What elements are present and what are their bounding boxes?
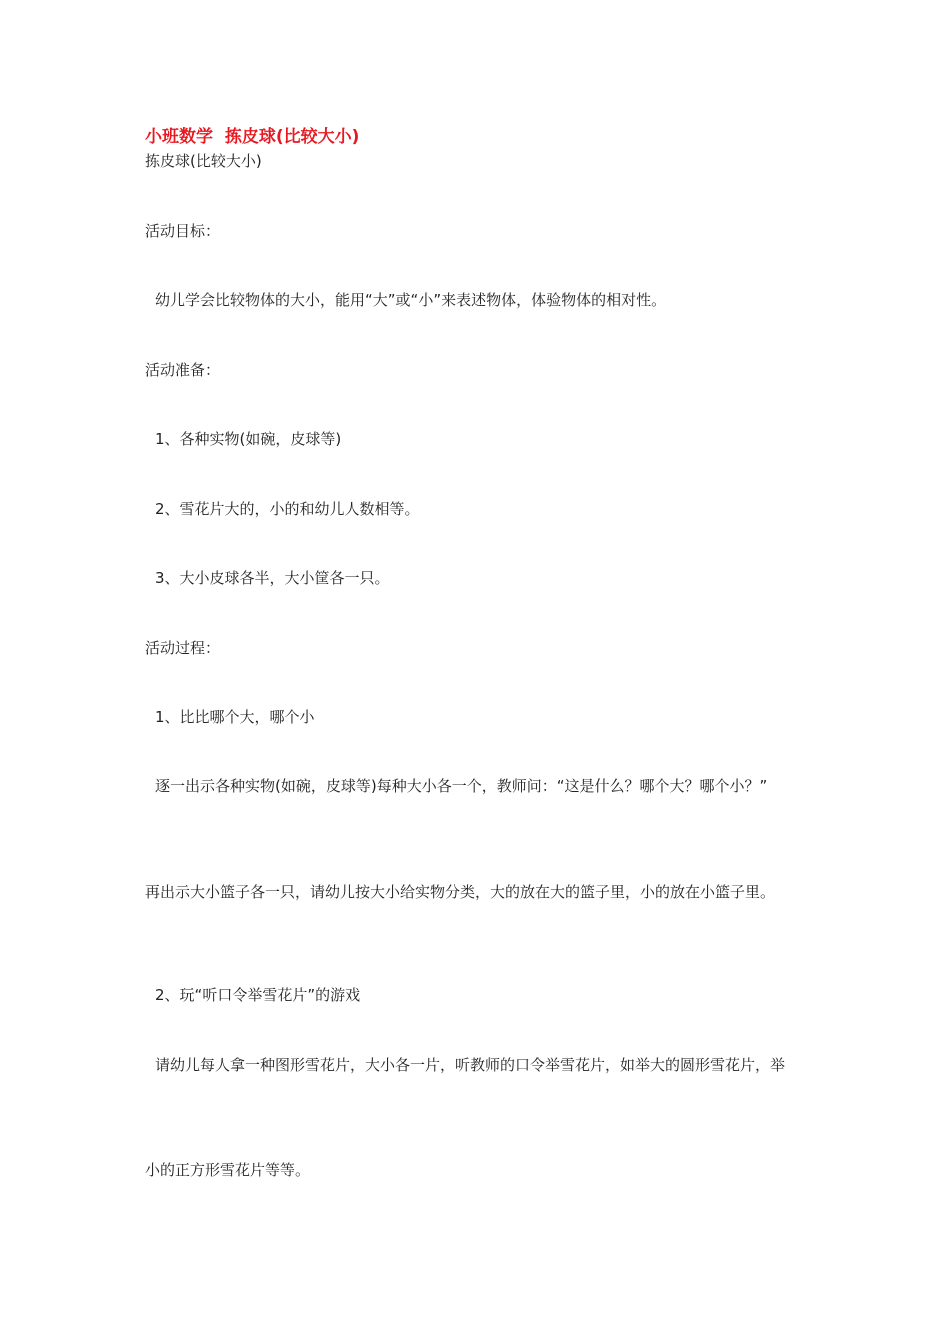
prep-heading: 活动准备： (145, 361, 221, 379)
goals-text: 幼儿学会比较物体的大小，能用“大”或“小”来表述物体，体验物体的相对性。 (155, 291, 667, 309)
step2-title: 2、玩“听口令举雪花片”的游戏 (155, 986, 361, 1004)
prep-item-1: 1、各种实物(如碗，皮球等) (155, 430, 342, 448)
document-subtitle: 拣皮球(比较大小) (145, 152, 262, 170)
step2-text-b: 小的正方形雪花片等等。 (145, 1161, 311, 1179)
goals-heading: 活动目标： (145, 222, 221, 240)
step1-text: 逐一出示各种实物(如碗，皮球等)每种大小各一个，教师问：“这是什么？哪个大？哪个小？” (155, 777, 768, 795)
process-heading: 活动过程： (145, 639, 221, 657)
step2-text-a: 请幼儿每人拿一种图形雪花片，大小各一片，听教师的口令举雪花片，如举大的圆形雪花片，举 (155, 1056, 786, 1074)
step1-text2: 再出示大小篮子各一只，请幼儿按大小给实物分类，大的放在大的篮子里，小的放在小篮子里。 (145, 883, 776, 901)
step1-title: 1、比比哪个大，哪个小 (155, 708, 315, 726)
document-title: 小班数学 拣皮球(比较大小) (145, 127, 360, 147)
prep-item-2: 2、雪花片大的，小的和幼儿人数相等。 (155, 500, 420, 518)
prep-item-3: 3、大小皮球各半，大小筐各一只。 (155, 569, 390, 587)
